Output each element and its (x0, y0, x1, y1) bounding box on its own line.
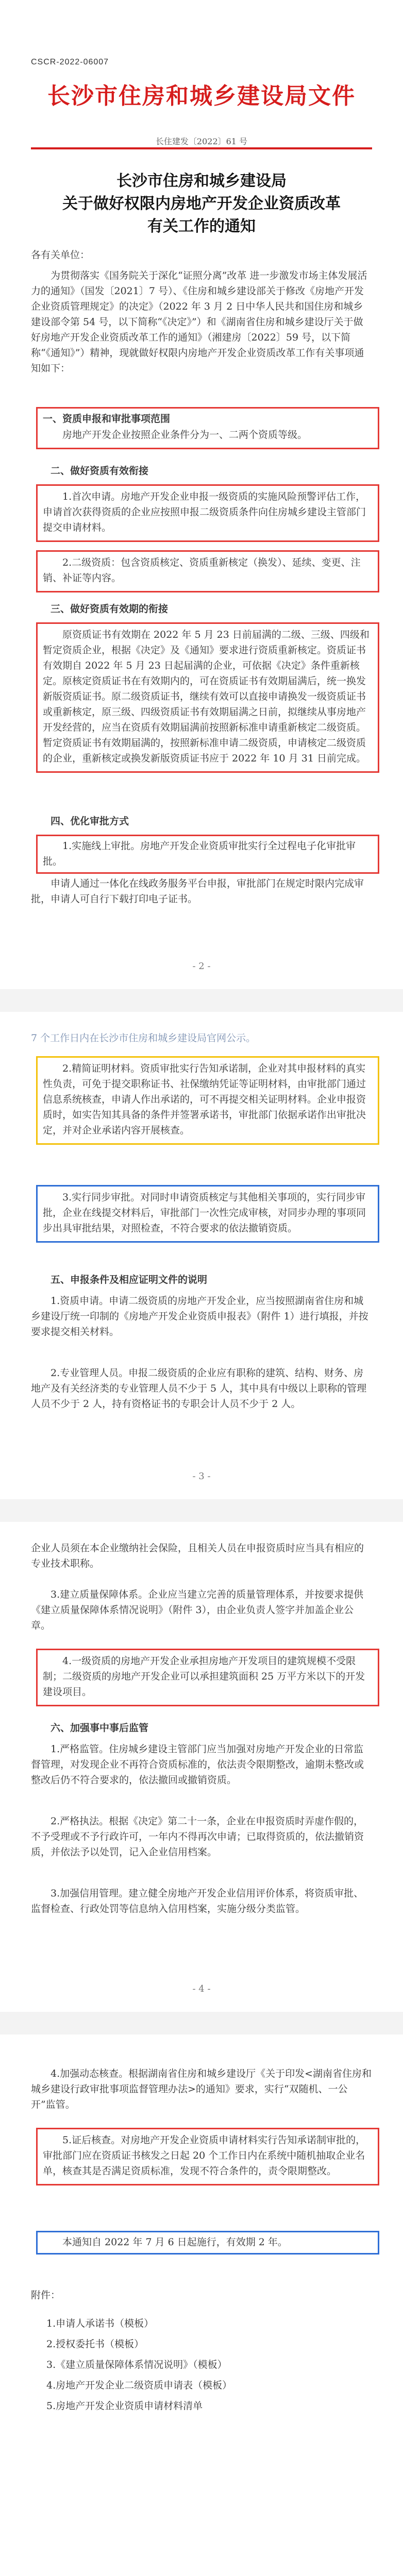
highlight-box-effective (36, 2231, 379, 2255)
section-heading: 一、资质申报和审批事项范围 (43, 414, 171, 425)
section-body: 5.证后核查。对房地产开发企业资质申请材料实行告知承诺制审批的，审批部门应在资质证书核发之日起 20 个工作日内在系统中随机抽取企业名单，核查其是否满足资质标准，发现不符合条件的，责令限期整改。 (43, 2134, 366, 2177)
highlight-box-level-two (36, 550, 379, 592)
attachments-list (46, 2313, 356, 2416)
attachment-item: 1.申请人承诺书（模板） (46, 2318, 154, 2329)
carryover-text: 企业人员须在本企业缴纳社会保险，且相关人员在申报资质时应当具有相应的专业技术职称。 (31, 1543, 364, 1569)
section-body: 2.二级资质：包含资质核定、资质重新核定（换发）、延续、变更、注销、补证等内容。 (43, 557, 361, 584)
highlight-box-scale (36, 1649, 379, 1706)
highlight-box-scope (36, 407, 379, 449)
page-number: - 3 - (192, 1471, 211, 1482)
attachment-item: 5.房地产开发企业资质申请材料清单 (46, 2400, 203, 2412)
highlight-box-post-check (36, 2128, 379, 2185)
section-heading: 六、加强事中事后监管 (51, 1723, 149, 1734)
document-number: 长住建发〔2022〕61 号 (155, 137, 248, 146)
page-number: - 4 - (192, 1984, 211, 1994)
highlight-box-validity (36, 622, 379, 773)
section-body: 1.资质申请。申请二级资质的房地产开发企业，应当按照湖南省住房和城乡建设厅统一印制的《房地产开发企业资质申报表》（附件 1）进行填报，并按要求提交相关材料。 (31, 1295, 368, 1337)
section-body: 2.严格执法。根据《决定》第二十一条，企业在申报资质时弄虚作假的，不予受理或不予行政许可，一年内不得再次申请；已取得资质的，依法撤销资质，并依法予以处罚，记入企业信用档案。 (31, 1816, 364, 1858)
section-body: 2.专业管理人员。申报二级资质的企业应有职称的建筑、结构、财务、房地产及有关经济类的专业管理人员不少于 5 人，其中具有中级以上职称的管理人员不少于 2 人，持有资格证书的专职会计人员不少于 2 人。 (31, 1367, 367, 1410)
highlight-box-materials (36, 1056, 379, 1145)
attachment-item: 2.授权委托书（模板） (46, 2338, 144, 2350)
section-heading: 五、申报条件及相应证明文件的说明 (51, 1275, 208, 1285)
carryover-text: 7 个工作日内在长沙市住房和城乡建设局官网公示。 (31, 1032, 256, 1044)
attachment-item: 3.《建立质量保障体系情况说明》（模板） (46, 2359, 227, 2370)
effective-date-text: 本通知自 2022 年 7 月 6 日起施行，有效期 2 年。 (62, 2236, 288, 2248)
section-heading: 三、做好资质有效期的衔接 (51, 604, 169, 615)
highlight-box-sync (36, 1185, 379, 1243)
section-body: 3.加强信用管理。建立健全房地产开发企业信用评价体系，将资质审批、监督检查、行政处罚等信息纳入信用档案，实施分级分类监管。 (31, 1888, 364, 1914)
section-heading: 二、做好资质有效衔接 (51, 466, 149, 477)
section-body: 1.严格监管。住房城乡建设主管部门应当加强对房地产开发企业的日常监督管理，对发现企业不再符合资质标准的，依法责令限期整改，逾期未整改或整改后仍不符合要求的，依法撤回或撤销资质。 (31, 1743, 364, 1786)
section-body: 4.一级资质的房地产开发企业承担房地产开发项目的建筑规模不受限制；二级资质的房地产开发企业可以承担建筑面积 25 万平方米以下的开发建设项目。 (43, 1655, 365, 1698)
section-body: 2.精简证明材料。资质审批实行告知承诺制，企业对其申报材料的真实性负责，可免于提交职称证书、社保缴纳凭证等证明材料，由审批部门通过信息系统核查，申请人作出承诺的，可不再提交相关证明材料。企业申报资质时，如实告知其具备的条件并签署承诺书，审批部门依据承诺作出审批决定，并对企业承诺内容开展核查。 (43, 1063, 366, 1136)
section-body: 1.首次申请。房地产开发企业申报一级资质的实施风险预警评估工作，申请首次获得资质的企业应按照申报二级资质条件向住房城乡建设主管部门提交申请材料。 (43, 491, 366, 533)
section-body: 原资质证书有效期在 2022 年 5 月 23 日前届满的二级、三级、四级和暂定资质企业，根据《决定》及《通知》要求进行资质重新核定。资质证书有效期自 2022 年 5 月 23 日起届满的企业，可依据《决定》条件重新核定。原核定资质证书在有效期内的，可在资质证书有效期届满后，统一换发新版资质证书。原二级资质证书，继续有效可以直接申请换发一级资质证书或重新核定，原三级、四级资质证书有效期届满之日前，拟继续从事房地产开发经营的，应当在资质有效期届满前按照新标准申请重新核定二级资质。暂定资质证书有效期届满的，按照新标准申请二级资质，申请核定二级资质的企业，重新核定或换发新版资质证书应于 2022 年 10 月 31 日前完成。 (43, 629, 370, 764)
section-body: 1.实施线上审批。房地产开发企业资质审批实行全过程电子化审批审批。 (43, 840, 356, 867)
page-break (0, 1499, 403, 1522)
section-body: 3.实行同步审批。对同时申请资质核定与其他相关事项的，实行同步审批，企业在线提交材料后，审批部门一次性完成审核，对同步办理的事项同步出具审批结果，对照检查，不符合要求的依法撤销资质。 (43, 1192, 366, 1234)
main-title-line: 长沙市住房和城乡建设局 (116, 172, 287, 190)
section-body: 3.建立质量保障体系。企业应当建立完善的质量管理体系，并按要求提供《建立质量保障体系情况说明》（附件 3），由企业负责人签字并加盖企业公章。 (31, 1589, 364, 1631)
attachment-item: 4.房地产开发企业二级资质申请表（模板） (46, 2380, 232, 2391)
section-heading: 四、优化审批方式 (51, 816, 129, 827)
highlight-box-online (36, 835, 379, 874)
page-number: - 2 - (192, 961, 211, 972)
page-break (0, 989, 403, 1012)
highlight-box-first-application (36, 484, 379, 542)
main-title-line: 有关工作的通知 (147, 217, 256, 235)
main-title-line: 关于做好权限内房地产开发企业资质改革 (62, 195, 341, 213)
main-title (31, 170, 372, 238)
addressee: 各有关单位： (31, 249, 90, 261)
document-code: CSCR-2022-06007 (31, 58, 109, 66)
attachments-title: 附件： (31, 2290, 61, 2301)
section-body: 房地产开发企业按照企业条件分为一、二两个资质等级。 (62, 429, 308, 440)
intro-paragraph: 为贯彻落实《国务院关于深化“证照分离”改革 进一步激发市场主体发展活力的通知》（国发〔2021〕7 号）、《住房和城乡建设部关于修改《房地产开发企业资质管理规定》的决定》（2022 年 3 月 2 日中华人民共和国住房和城乡建设部令第 54 号，以下简称“《决定》”）和《湖南省住房和城乡建设厅关于做好房地产开发企业资质改革工作的通知》（湘建房〔2022〕59 号，以下简称“《通知》”）精神，现就做好权限内房地产开发企业资质改革工作有关事项通知如下： (31, 270, 367, 374)
issuer-header-title: 长沙市住房和城乡建设局文件 (47, 83, 356, 109)
section-body: 申请人通过一体化在线政务服务平台申报，审批部门在规定时限内完成审批，申请人可自行下载打印电子证书。 (31, 878, 364, 905)
red-divider (31, 147, 372, 149)
section-body: 4.加强动态核查。根据湖南省住房和城乡建设厅《关于印发<湖南省住房和城乡建设行政审批事项监督管理办法>的通知》要求，实行“双随机、一公开”监管。 (31, 2068, 372, 2110)
page-break (0, 2012, 403, 2035)
